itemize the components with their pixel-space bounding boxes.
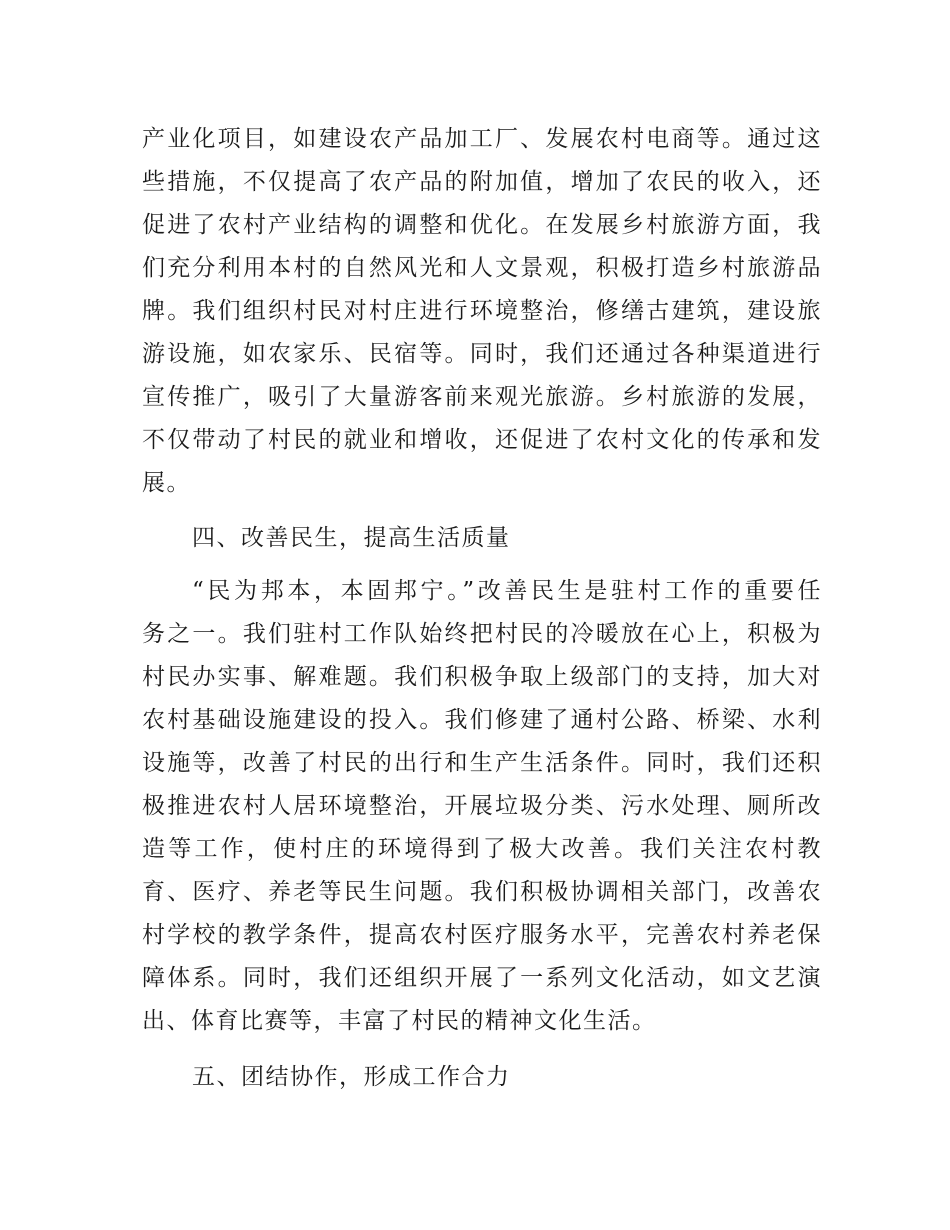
text-line: 务之一。我们驻村工作队始终把村民的冷暖放在心上，积极为 <box>142 621 822 647</box>
text-line: 游设施，如农家乐、民宿等。同时，我们还通过各种渠道进行 <box>142 341 822 367</box>
paragraph-livelihood <box>142 570 822 1043</box>
heading-text: 五、团结协作，形成工作合力 <box>192 1064 511 1090</box>
text-line: 产业化项目，如建设农产品加工厂、发展农村电商等。通过这 <box>142 126 822 152</box>
text-line: 造等工作，使村庄的环境得到了极大改善。我们关注农村教 <box>142 836 822 862</box>
section-heading-4 <box>142 517 822 560</box>
text-line: 育、医疗、养老等民生问题。我们积极协调相关部门，改善农 <box>142 879 822 905</box>
text-line: 设施等，改善了村民的出行和生产生活条件。同时，我们还积 <box>142 750 822 776</box>
text-line: 些措施，不仅提高了农产品的附加值，增加了农民的收入，还 <box>142 169 822 195</box>
section-heading-5 <box>142 1056 822 1099</box>
text-line: 村学校的教学条件，提高农村医疗服务水平，完善农村养老保 <box>142 922 822 948</box>
text-line: 牌。我们组织村民对村庄进行环境整治，修缮古建筑，建设旅 <box>142 298 822 324</box>
text-line: 不仅带动了村民的就业和增收，还促进了农村文化的传承和发 <box>142 427 822 453</box>
text-line: 促进了农村产业结构的调整和优化。在发展乡村旅游方面，我 <box>142 212 822 238</box>
paragraph-tourism <box>142 118 822 505</box>
text-line: 宣传推广，吸引了大量游客前来观光旅游。乡村旅游的发展， <box>142 384 822 410</box>
text-line: “民为邦本，本固邦宁。”改善民生是驻村工作的重要任 <box>192 578 822 604</box>
text-line: 出、体育比赛等，丰富了村民的精神文化生活。 <box>142 1008 657 1034</box>
text-line: 农村基础设施建设的投入。我们修建了通村公路、桥梁、水利 <box>142 707 822 733</box>
text-line: 村民办实事、解难题。我们积极争取上级部门的支持，加大对 <box>142 664 822 690</box>
text-line: 展。 <box>142 470 191 496</box>
text-line: 们充分利用本村的自然风光和人文景观，积极打造乡村旅游品 <box>142 255 822 281</box>
heading-text: 四、改善民生，提高生活质量 <box>192 525 511 551</box>
text-line: 极推进农村人居环境整治，开展垃圾分类、污水处理、厕所改 <box>142 793 822 819</box>
text-line: 障体系。同时，我们还组织开展了一系列文化活动，如文艺演 <box>142 965 822 991</box>
